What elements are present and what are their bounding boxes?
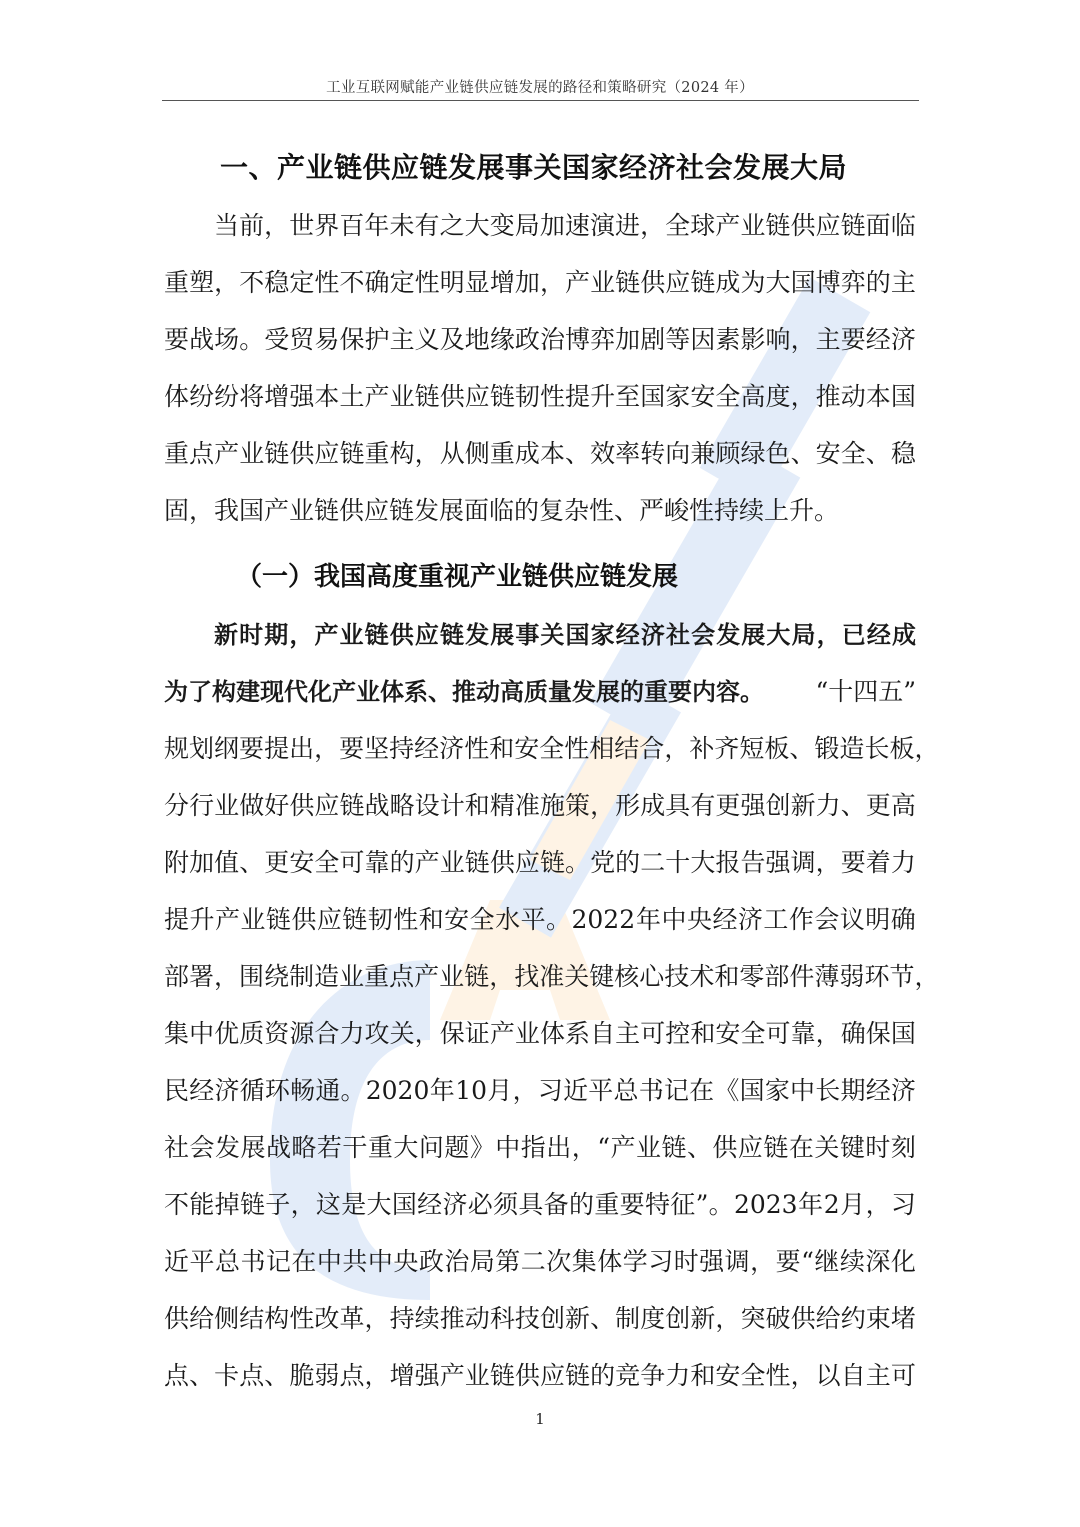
paragraph-line: 点 、 卡 点 、 脆 弱 点 ， 增 强 产 业 链 供 应 链 的 竞 争 力 和 安 全 性 ， 以 自 主 可 — [164, 1361, 916, 1390]
paragraph-line: 近 平 总 书 记 在 中 共 中 央 政 治 局 第 二 次 集 体 学 习 时 强 调 ， 要 “ 继 续 深 化 — [164, 1247, 916, 1276]
paragraph-line: 重 塑 ， 不 稳 定 性 不 确 定 性 明 显 增 加 ， 产 业 链 供 应 链 成 为 大 国 博 弈 的 主 — [164, 268, 916, 297]
paragraph-line: 提 升 产 业 链 供 应 链 韧 性 和 安 全 水 平 。 2022 年 中 央 经 济 工 作 会 议 明 确 — [164, 905, 916, 934]
quote-tail: “十四五” — [815, 677, 916, 706]
paragraph-line: 固，我国产业链供应链发展面临的复杂性、严峻性持续上升。 — [164, 496, 840, 525]
paragraph-line: 供 给 侧 结 构 性 改 革 ， 持 续 推 动 科 技 创 新 、 制 度 创 新 ， 突 破 供 给 约 束 堵 — [164, 1304, 916, 1333]
paragraph-line: 附 加 值 、 更 安 全 可 靠 的 产 业 链 供 应 链 。 党 的 二 十 大 报 告 强 调 ， 要 着 力 — [164, 848, 916, 877]
running-header: 工业互联网赋能产业链供应链发展的路径和策略研究（2024 年） — [326, 80, 754, 96]
bold-lead-line: 新 时 期 ， 产 业 链 供 应 链 发 展 事 关 国 家 经 济 社 会 发 展 大 局 ， 已 经 成 — [214, 621, 916, 649]
paragraph-line: 民 经 济 循 环 畅 通 。 2020 年 10 月 ， 习 近 平 总 书 记 在 《 国 家 中 长 期 经 济 — [164, 1076, 916, 1105]
paragraph-line: 集 中 优 质 资 源 合 力 攻 关 ， 保 证 产 业 体 系 自 主 可 控 和 安 全 可 靠 ， 确 保 国 — [164, 1019, 916, 1048]
paragraph-line: 社 会 发 展 战 略 若 干 重 大 问 题 》 中 指 出 ， “ 产 业 链 、 供 应 链 在 关 键 时 刻 — [164, 1133, 916, 1162]
paragraph-line: 规 划 纲 要 提 出 ， 要 坚 持 经 济 性 和 安 全 性 相 结 合 ， 补 齐 短 板 、 锻 造 长 板 ， — [164, 734, 940, 763]
paragraph-line: 不 能 掉 链 子 ， 这 是 大 国 经 济 必 须 具 备 的 重 要 特 征 ” 。 2023 年 2 月 ， 习 — [164, 1190, 916, 1219]
paragraph-line: 体 纷 纷 将 增 强 本 土 产 业 链 供 应 链 韧 性 提 升 至 国 家 安 全 高 度 ， 推 动 本 国 — [164, 382, 916, 411]
paragraph-line: 重 点 产 业 链 供 应 链 重 构 ， 从 侧 重 成 本 、 效 率 转 向 兼 顾 绿 色 、 安 全 、 稳 — [164, 439, 916, 468]
paragraph-line: 要 战 场 。 受 贸 易 保 护 主 义 及 地 缘 政 治 博 弈 加 剧 等 因 素 影 响 ， 主 要 经 济 — [164, 325, 916, 354]
mixed-line — [164, 676, 916, 708]
page-number: 1 — [535, 1410, 545, 1428]
paragraph-line: 部 署 ， 围 绕 制 造 业 重 点 产 业 链 ， 找 准 关 键 核 心 技 术 和 零 部 件 薄 弱 环 节 ， — [164, 962, 940, 991]
paragraph-line: 当 前 ， 世 界 百 年 未 有 之 大 变 局 加 速 演 进 ， 全 球 产 业 链 供 应 链 面 临 — [214, 211, 916, 240]
paragraph-line: 分 行 业 做 好 供 应 链 战 略 设 计 和 精 准 施 策 ， 形 成 具 有 更 强 创 新 力 、 更 高 — [164, 791, 916, 820]
header-divider — [162, 100, 919, 101]
section-heading: 一、产业链供应链发展事关国家经济社会发展大局 — [220, 151, 848, 184]
bold-lead-tail: 为了构建现代化产业体系、推动高质量发展的重要内容。 — [164, 678, 764, 706]
subsection-heading: （一）我国高度重视产业链供应链发展 — [236, 562, 679, 592]
